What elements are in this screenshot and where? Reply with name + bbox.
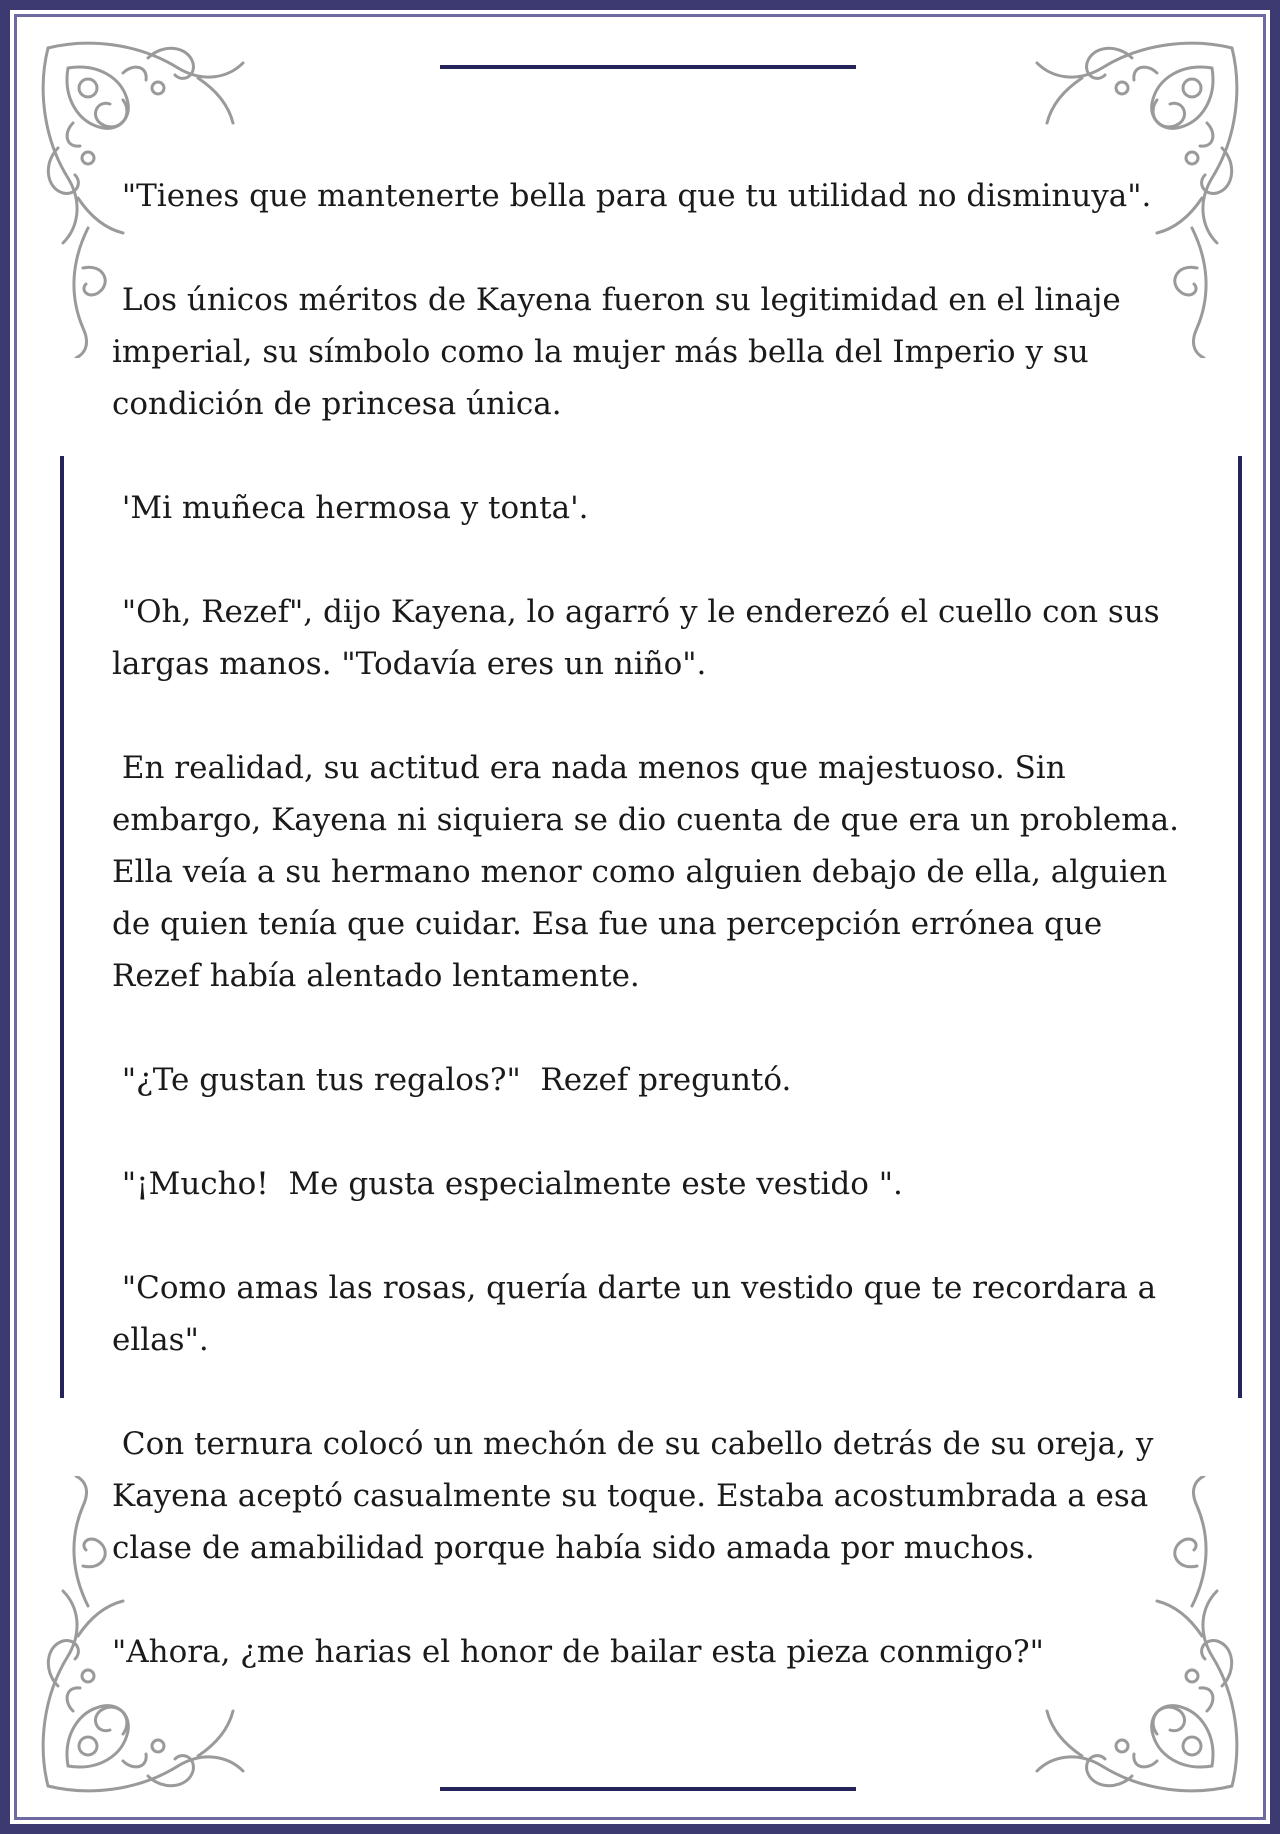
paragraph: Los únicos méritos de Kayena fueron su legitimidad en el linaje imperial, su símbolo como la mujer más bella del Imperio y su condición de princesa única. [112,282,1131,422]
paragraph: "¡Mucho! Me gusta especialmente este vestido ". [112,1166,903,1202]
paragraph: 'Mi muñeca hermosa y tonta'. [112,490,589,526]
top-rule [440,65,856,69]
story-text [112,170,1199,1730]
paragraph: Con ternura colocó un mechón de su cabello detrás de su oreja, y Kayena aceptó casualmente su toque. Estaba acostumbrada a esa clase de amabilidad porque había sido amada por muchos. [112,1426,1164,1566]
paragraph: "Tienes que mantenerte bella para que tu utilidad no disminuya". [112,178,1152,214]
paragraph: "Como amas las rosas, quería darte un vestido que te recordara a ellas". [112,1270,1166,1358]
paragraph: "¿Te gustan tus regalos?" Rezef preguntó. [112,1062,792,1098]
paragraph: En realidad, su actitud era nada menos que majestuoso. Sin embargo, Kayena ni siquiera se dio cuenta de que era un problema. Ella veía a su hermano menor como alguien debajo de ella, alguien de quien tenía que cuidar. Esa fue una percepción errónea que Rezef había alentado lentamente. [112,750,1199,994]
left-rule [60,456,64,1398]
paragraph: "Ahora, ¿me harias el honor de bailar esta pieza conmigo?" [112,1634,1044,1670]
paragraph: "Oh, Rezef", dijo Kayena, lo agarró y le enderezó el cuello con sus largas manos. "Todavía eres un niño". [112,594,1170,682]
right-rule [1238,456,1242,1398]
bottom-rule [440,1787,856,1791]
